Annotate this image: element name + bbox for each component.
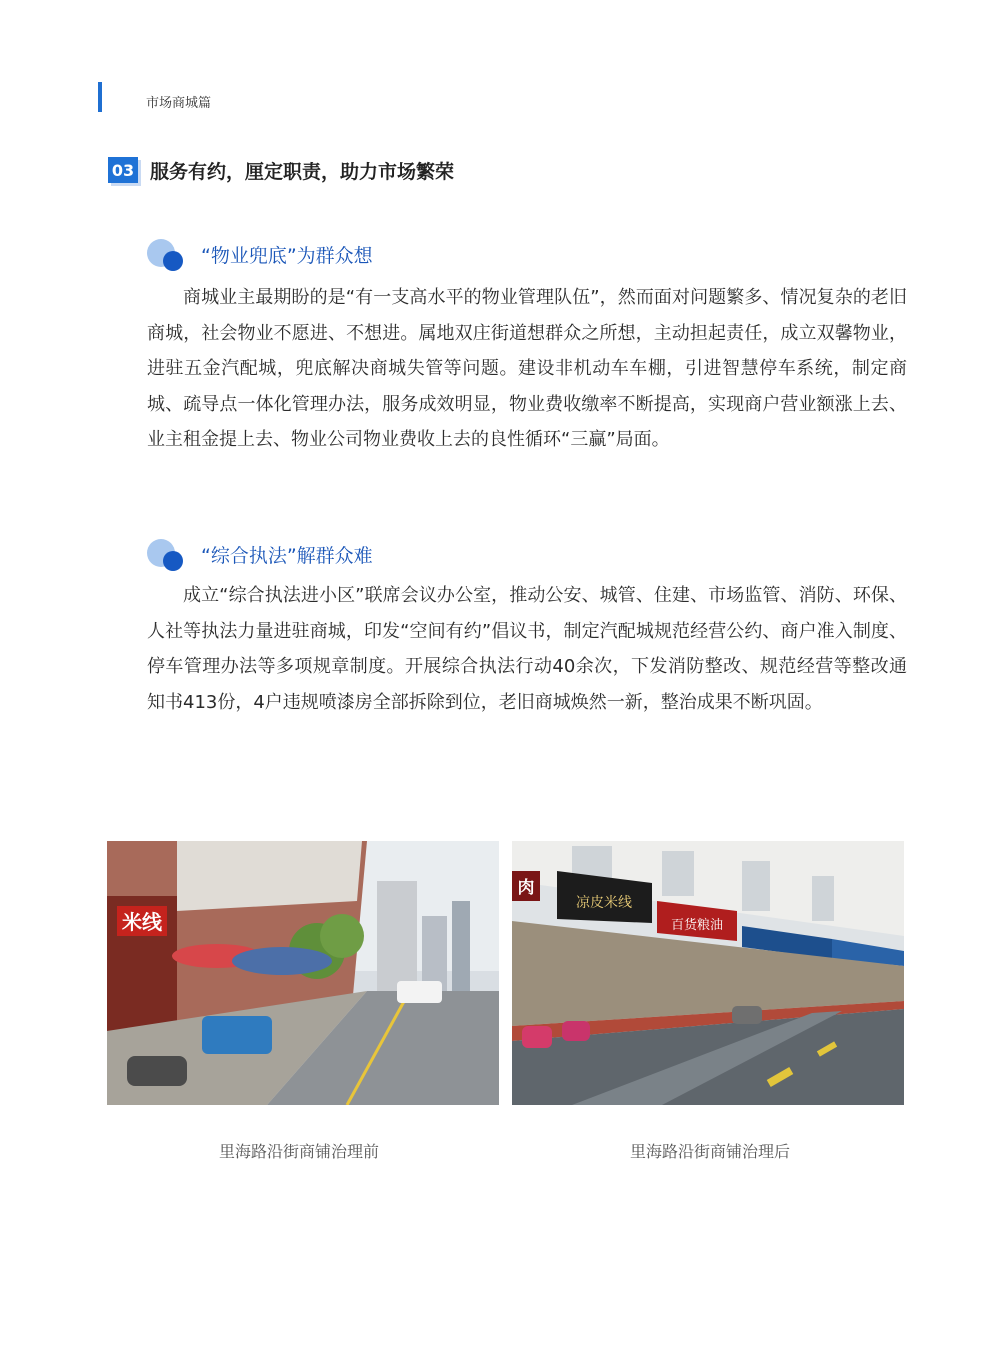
caption-before: 里海路沿街商铺治理前 bbox=[218, 1142, 379, 1161]
subheading-title: “综合执法”解群众难 bbox=[201, 544, 373, 567]
subheading-enforcement bbox=[147, 536, 373, 572]
shop-sign-noodle: 凉皮米线 bbox=[576, 895, 632, 911]
shop-sign-store: 百货粮油 bbox=[670, 918, 724, 933]
photo-before bbox=[107, 841, 499, 1105]
photo-after bbox=[512, 841, 904, 1105]
section-heading bbox=[108, 156, 454, 184]
header-accent-bar bbox=[98, 82, 102, 112]
caption-after: 里海路沿街商铺治理后 bbox=[629, 1142, 790, 1161]
shop-sign-meat: 肉 bbox=[517, 878, 535, 898]
subheading-property bbox=[147, 236, 373, 272]
running-header: 市场商城篇 bbox=[146, 96, 212, 111]
subheading-title: “物业兜底”为群众想 bbox=[201, 244, 373, 267]
shop-sign-text: 米线 bbox=[122, 910, 162, 934]
bubble-dots-icon bbox=[147, 537, 185, 571]
bubble-dots-icon bbox=[147, 237, 185, 271]
section-number-badge: 03 bbox=[108, 157, 138, 183]
paragraph-property: 商城业主最期盼的是“有一支高水平的物业管理队伍”，然而面对问题繁多、情况复杂的老旧商城，社会物业不愿进、不想进。属地双庄街道想群众之所想，主动担起责任，成立双馨物业，进驻五金汽配城，兜底解决商城失管等问题。建设非机动车车棚，引进智慧停车系统，制定商城、疏导点一体化管理办法，服务成效明显，物业费收缴率不断提高，实现商户营业额涨上去、业主租金提上去、物业公司物业费收上去的良性循环“三赢”局面。 bbox=[147, 287, 907, 450]
paragraph-enforcement: 成立“综合执法进小区”联席会议办公室，推动公安、城管、住建、市场监管、消防、环保、人社等执法力量进驻商城，印发“空间有约”倡议书，制定汽配城规范经营公约、商户准入制度、停车管理办法等多项规章制度。开展综合执法行动40余次，下发消防整改、规范经营等整改通知书413份，4户违规喷漆房全部拆除到位，老旧商城焕然一新，整治成果不断巩固。 bbox=[147, 585, 907, 713]
section-title: 服务有约，厘定职责，助力市场繁荣 bbox=[150, 160, 455, 183]
